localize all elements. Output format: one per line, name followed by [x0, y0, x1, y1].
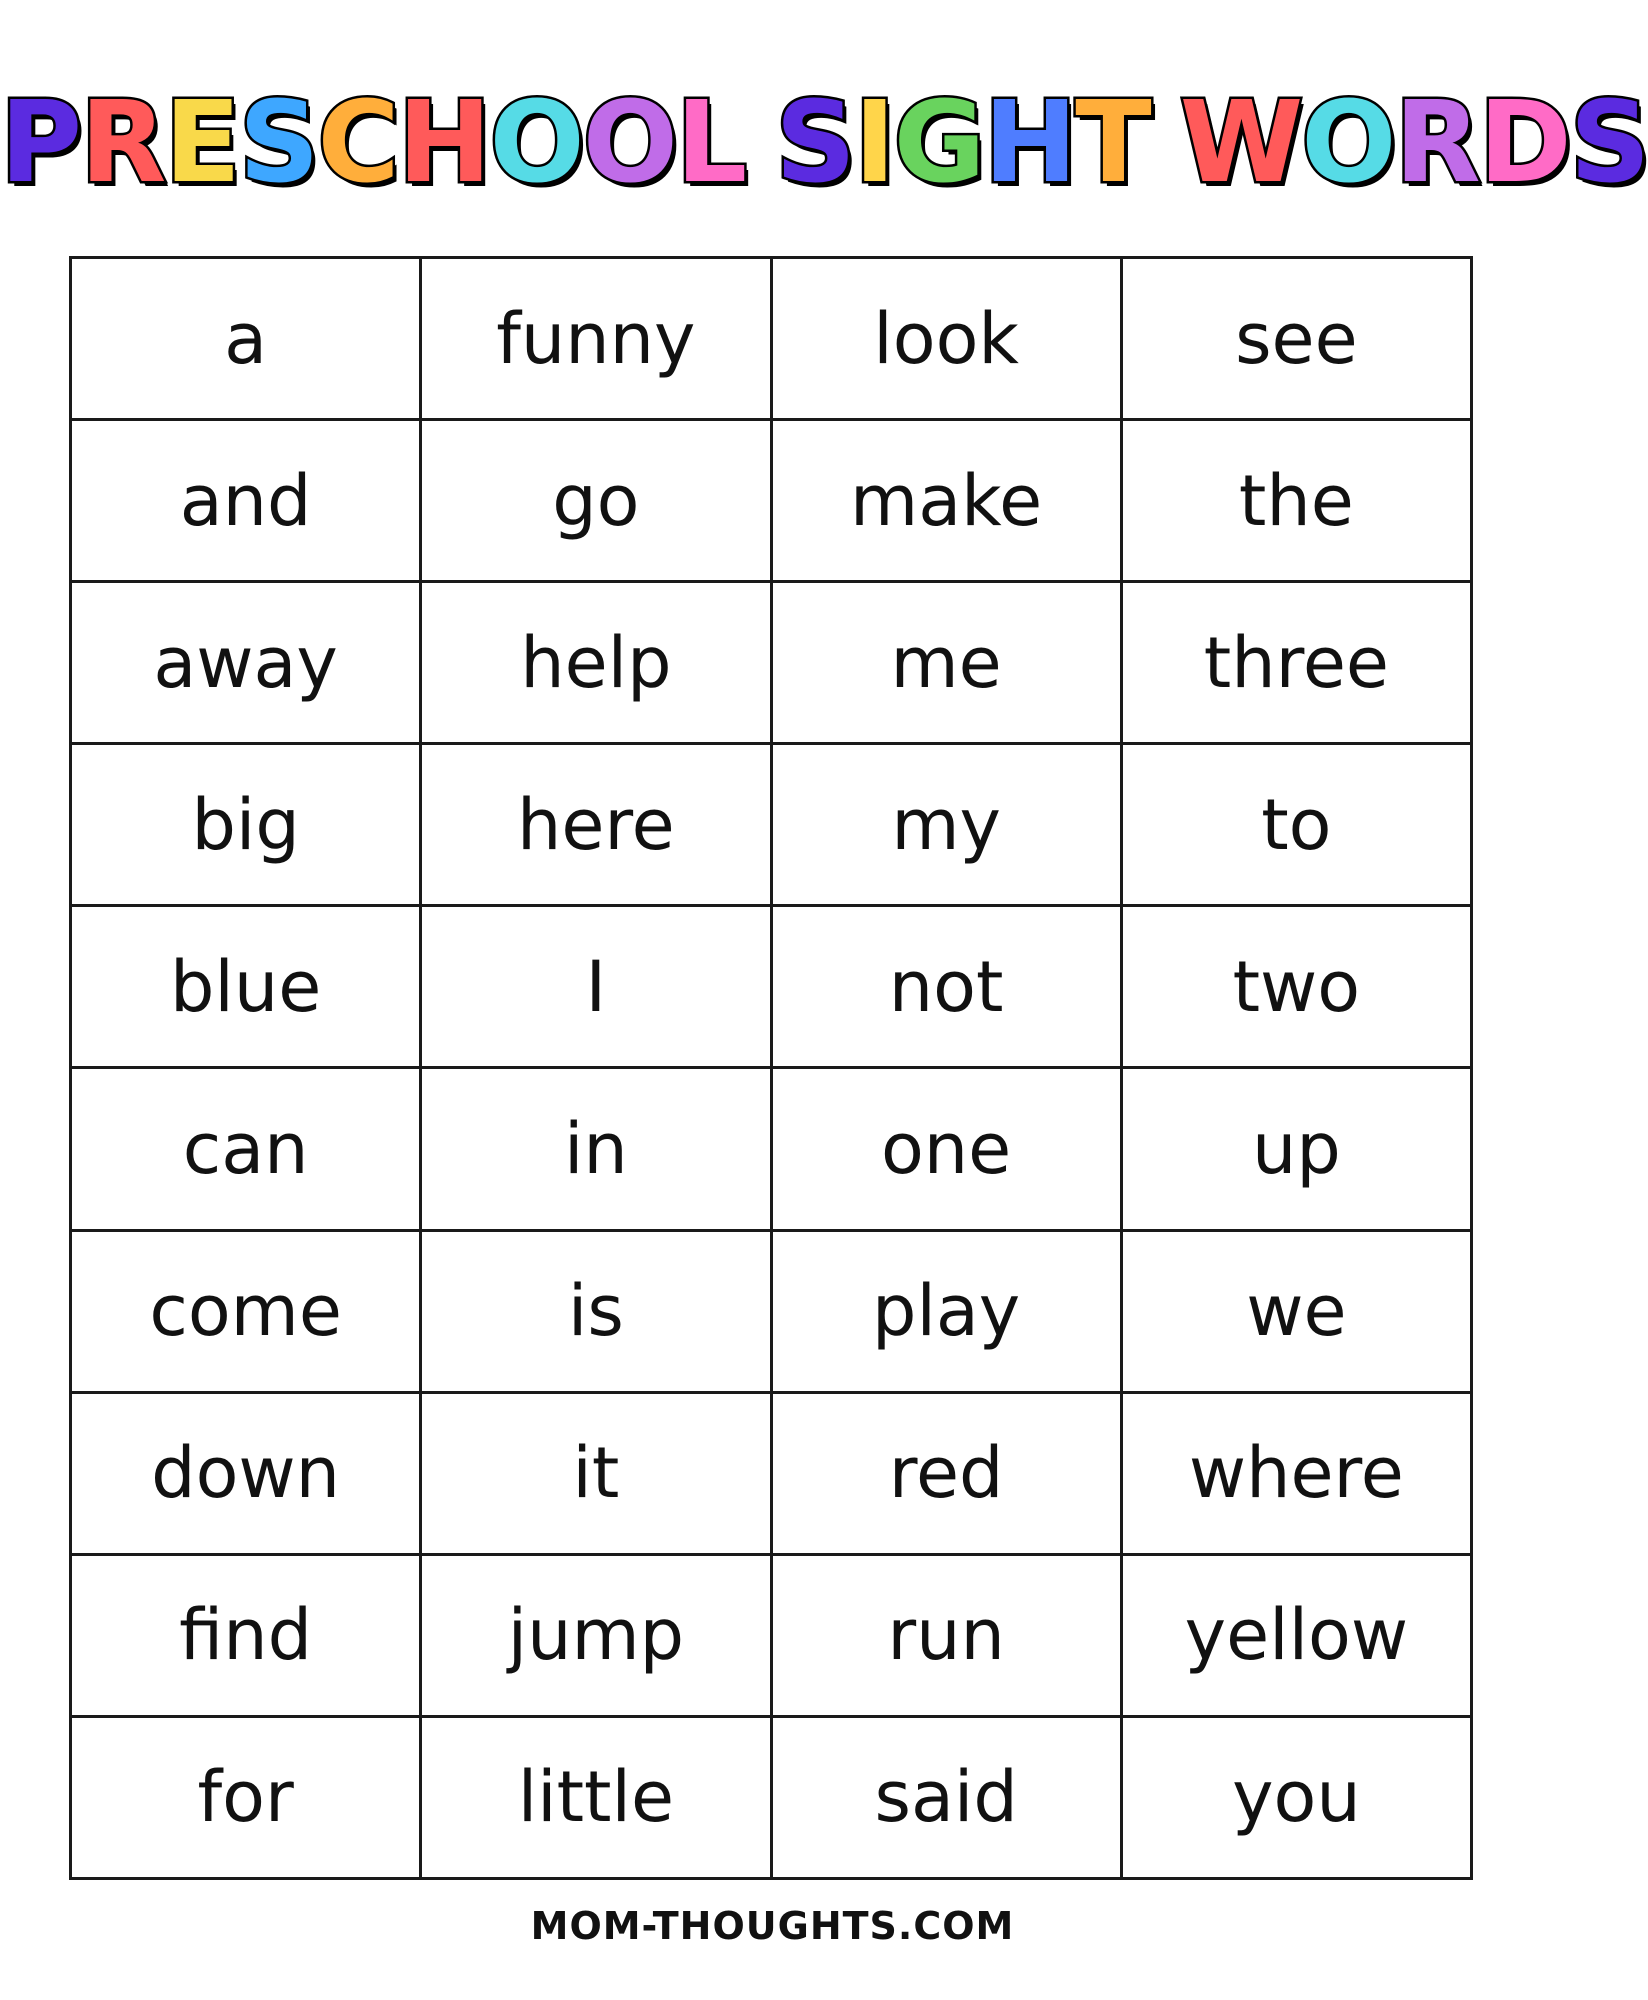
- word-cell: it: [421, 1392, 771, 1554]
- title-letter: H: [397, 78, 490, 208]
- word-cell: go: [421, 420, 771, 582]
- word-cell: up: [1121, 1068, 1471, 1230]
- table-row: [71, 582, 1472, 744]
- word-cell: red: [771, 1392, 1121, 1554]
- word-cell: little: [421, 1716, 771, 1878]
- title-letter: H: [983, 78, 1076, 208]
- word-cell: we: [1121, 1230, 1471, 1392]
- title-letter: R: [80, 78, 165, 208]
- word-cell: not: [771, 906, 1121, 1068]
- title-letter: G: [893, 78, 984, 208]
- word-cell: said: [771, 1716, 1121, 1878]
- word-cell: come: [71, 1230, 421, 1392]
- title-letter: S: [238, 78, 318, 208]
- title-letter: S: [775, 78, 854, 208]
- title-letter: R: [1394, 78, 1479, 208]
- page-title: [0, 78, 1648, 208]
- word-cell: the: [1121, 420, 1471, 582]
- word-cell: run: [771, 1554, 1121, 1716]
- word-cell: my: [771, 744, 1121, 906]
- table-row: [71, 258, 1472, 420]
- word-cell: help: [421, 582, 771, 744]
- sight-words-body: [71, 258, 1472, 1879]
- title-letter: P: [0, 78, 81, 208]
- word-cell: see: [1121, 258, 1471, 420]
- word-cell: jump: [421, 1554, 771, 1716]
- word-cell: funny: [421, 258, 771, 420]
- word-cell: two: [1121, 906, 1471, 1068]
- word-cell: find: [71, 1554, 421, 1716]
- table-row: [71, 1392, 1472, 1554]
- sight-words-table: [69, 256, 1473, 1880]
- title-letter: O: [489, 78, 583, 208]
- word-cell: where: [1121, 1392, 1471, 1554]
- word-cell: here: [421, 744, 771, 906]
- title-letter: D: [1478, 78, 1570, 208]
- word-cell: is: [421, 1230, 771, 1392]
- word-cell: yellow: [1121, 1554, 1471, 1716]
- title-letter: S: [1569, 78, 1648, 208]
- word-cell: and: [71, 420, 421, 582]
- table-row: [71, 1230, 1472, 1392]
- title-letter: O: [582, 78, 676, 208]
- title-letter: I: [853, 78, 894, 208]
- table-row: [71, 1554, 1472, 1716]
- word-cell: big: [71, 744, 421, 906]
- word-cell: for: [71, 1716, 421, 1878]
- title-letter: O: [1301, 78, 1395, 208]
- word-cell: in: [421, 1068, 771, 1230]
- table-row: [71, 906, 1472, 1068]
- table-row: [71, 744, 1472, 906]
- word-cell: blue: [71, 906, 421, 1068]
- word-cell: can: [71, 1068, 421, 1230]
- word-cell: play: [771, 1230, 1121, 1392]
- word-cell: away: [71, 582, 421, 744]
- table-row: [71, 1068, 1472, 1230]
- table-row: [71, 1716, 1472, 1878]
- word-cell: to: [1121, 744, 1471, 906]
- site-footer: MOM-THOUGHTS.COM: [530, 1904, 1015, 1948]
- word-cell: three: [1121, 582, 1471, 744]
- word-cell: you: [1121, 1716, 1471, 1878]
- word-cell: me: [771, 582, 1121, 744]
- word-cell: I: [421, 906, 771, 1068]
- word-cell: make: [771, 420, 1121, 582]
- word-cell: down: [71, 1392, 421, 1554]
- title-letter: L: [675, 78, 746, 208]
- title-letter: W: [1179, 78, 1302, 208]
- title-letter: E: [164, 78, 239, 208]
- word-cell: look: [771, 258, 1121, 420]
- title-letter: C: [317, 78, 398, 208]
- table-row: [71, 420, 1472, 582]
- title-letter: T: [1075, 78, 1150, 208]
- word-cell: a: [71, 258, 421, 420]
- word-cell: one: [771, 1068, 1121, 1230]
